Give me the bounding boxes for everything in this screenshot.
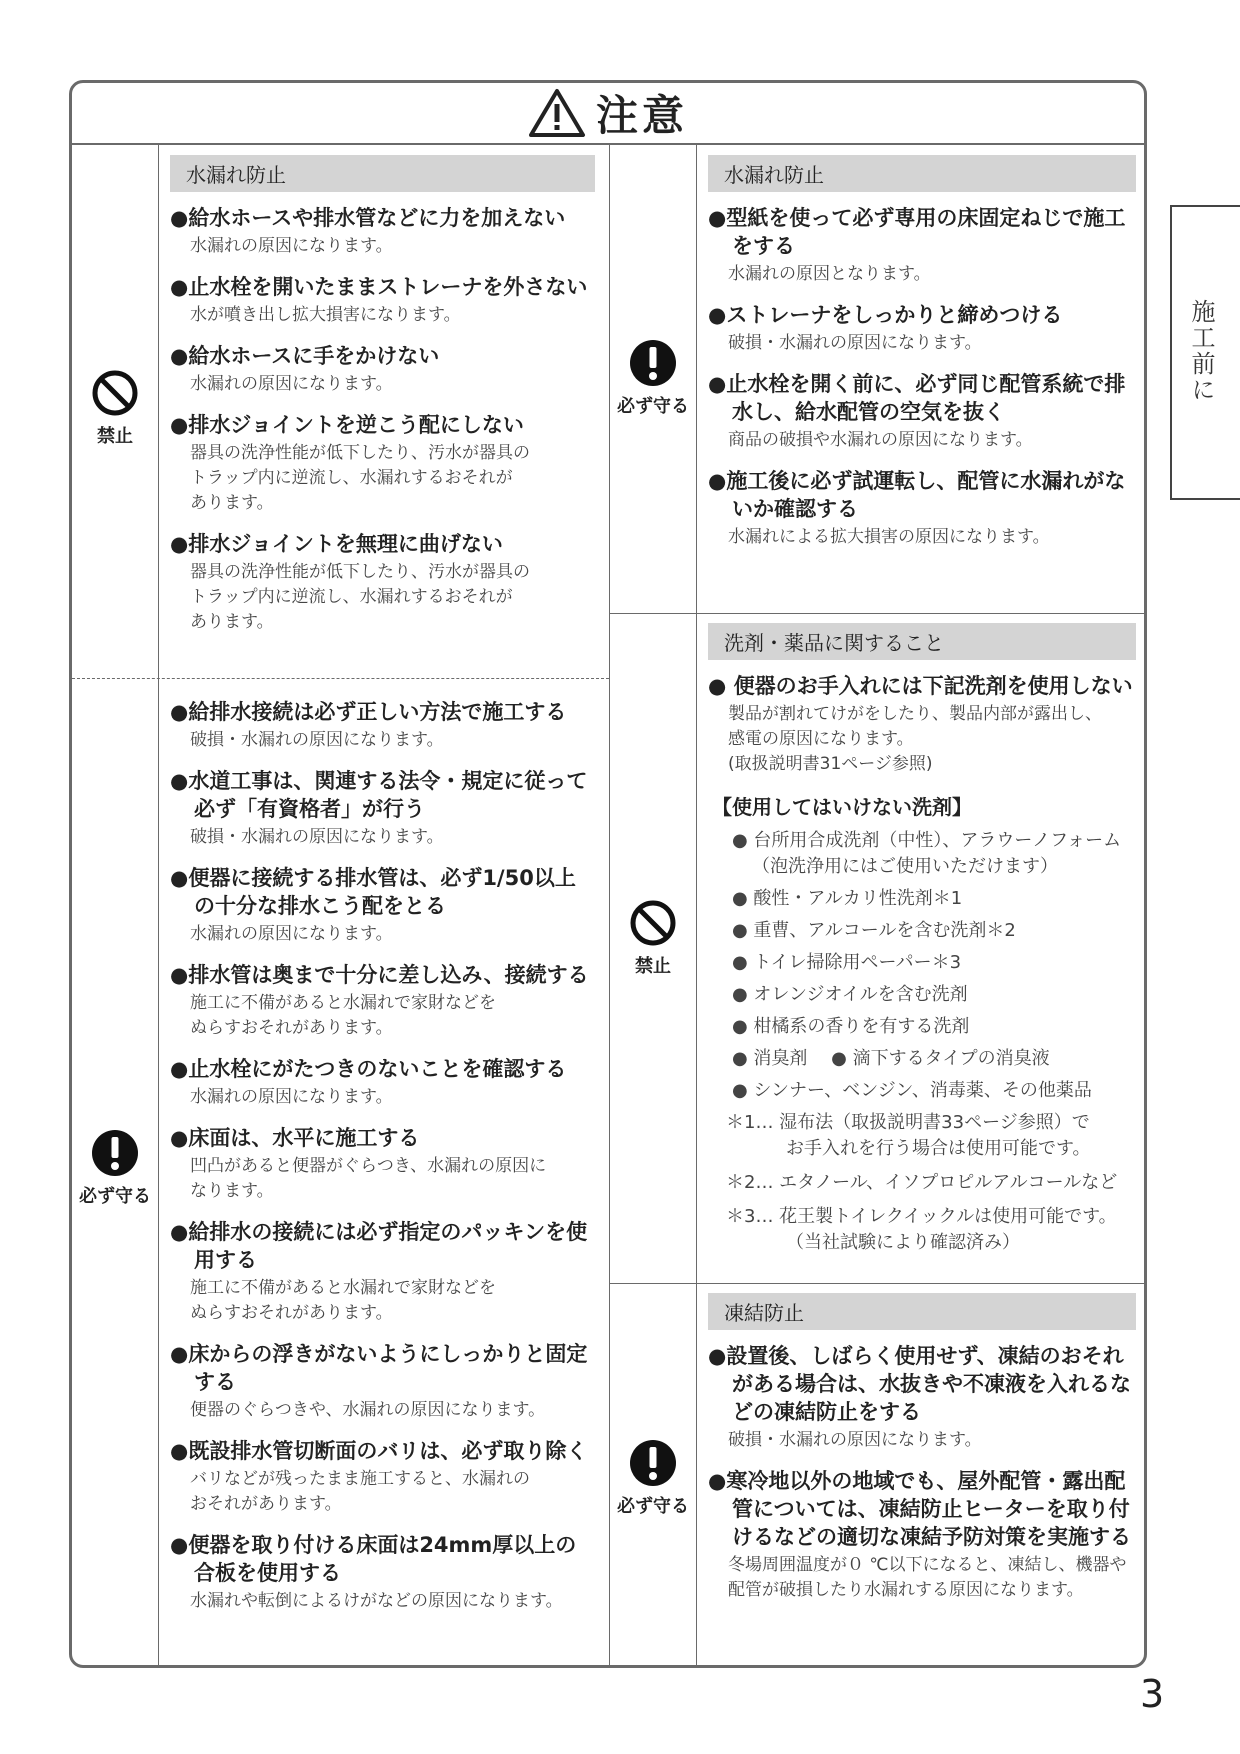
item-title: ●水道工事は、関連する法令・規定に従って必ず「有資格者」が行う xyxy=(170,769,588,821)
section-heading: 水漏れ防止 xyxy=(708,155,1136,192)
must-label: 必ず守る xyxy=(617,396,689,417)
caution-item xyxy=(170,273,595,328)
caution-box xyxy=(69,80,1147,1668)
item-desc: 破損・水漏れの原因になります。 xyxy=(728,333,982,353)
item-title: ●止水栓を開く前に、必ず同じ配管系統で排水し、給水配管の空気を抜く xyxy=(708,372,1126,424)
detergent-item: ● シンナー、ベンジン、消毒薬、その他薬品 xyxy=(732,1080,1092,1101)
item-desc: 破損・水漏れの原因になります。 xyxy=(190,827,444,847)
must-symbol xyxy=(72,1128,158,1208)
section-heading: 水漏れ防止 xyxy=(170,155,595,192)
item-desc: 施工に不備があると水漏れで家財などを ぬらすおそれがあります。 xyxy=(190,993,496,1038)
caution-item xyxy=(170,864,595,947)
detergent-item: ● オレンジオイルを含む洗剤 xyxy=(732,984,968,1005)
exclamation-icon xyxy=(628,1438,678,1488)
caution-item xyxy=(708,370,1136,453)
item-desc: 商品の破損や水漏れの原因になります。 xyxy=(728,430,1033,450)
item-title: ●既設排水管切断面のバリは、必ず取り除く xyxy=(170,1439,588,1463)
column-divider xyxy=(696,145,697,1668)
item-desc: 破損・水漏れの原因になります。 xyxy=(728,1430,982,1450)
warning-triangle-icon xyxy=(528,88,586,138)
item-desc: 破損・水漏れの原因になります。 xyxy=(190,730,444,750)
item-desc: 水漏れや転倒によるけがなどの原因になります。 xyxy=(190,1591,563,1611)
exclamation-icon xyxy=(628,338,678,388)
must-label: 必ず守る xyxy=(617,1496,689,1517)
item-desc: バリなどが残ったまま施工すると、水漏れの おそれがあります。 xyxy=(190,1469,530,1514)
item-title: ●設置後、しばらく使用せず、凍結のおそれがある場合は、水抜きや不凍液を入れるなどの凍結防止をする xyxy=(708,1344,1131,1424)
caution-item xyxy=(170,1531,595,1614)
item-title: ●給排水の接続には必ず指定のパッキンを使用する xyxy=(170,1220,588,1272)
item-title: ●施工後に必ず試運転し、配管に水漏れがないか確認する xyxy=(708,469,1126,521)
item-title: ●給排水接続は必ず正しい方法で施工する xyxy=(170,700,567,724)
caution-item xyxy=(170,204,595,259)
item-desc: 冬場周囲温度が０ ℃以下になると、凍結し、機器や 配管が破損したり水漏れする原因になります。 xyxy=(728,1555,1127,1600)
right-middle-section xyxy=(708,623,1136,1264)
item-title: ●排水ジョイントを無理に曲げない xyxy=(170,532,503,556)
item-desc: 水漏れの原因になります。 xyxy=(190,924,393,944)
detergent-item: ● トイレ掃除用ペーパー＊3 xyxy=(732,952,962,973)
must-label: 必ず守る xyxy=(79,1186,151,1207)
caution-item xyxy=(708,301,1136,356)
item-title: ●止水栓を開いたままストレーナを外さない xyxy=(170,275,588,299)
item-title: ●便器を取り付ける床面は24mm厚以上の合板を使用する xyxy=(170,1533,577,1585)
item-title: ●床からの浮きがないようにしっかりと固定する xyxy=(170,1342,588,1394)
section-divider xyxy=(72,678,609,679)
footnote: ＊3… 花王製トイレクイックルは使用可能です。 （当社試験により確認済み） xyxy=(726,1206,1117,1253)
chapter-tab xyxy=(1170,205,1240,500)
forbidden-detergents-heading: 【使用してはいけない洗剤】 xyxy=(712,795,972,819)
item-title: ●排水管は奥まで十分に差し込み、接続する xyxy=(170,963,589,987)
must-symbol xyxy=(610,1438,696,1518)
item-desc: 便器のぐらつきや、水漏れの原因になります。 xyxy=(190,1400,546,1420)
item-title: ●止水栓にがたつきのないことを確認する xyxy=(170,1057,567,1081)
item-title: ●床面は、水平に施工する xyxy=(170,1126,420,1150)
prohibit-label: 禁止 xyxy=(97,426,133,447)
caution-item xyxy=(170,411,595,516)
item-title: ●型紙を使って必ず専用の床固定ねじで施工をする xyxy=(708,206,1126,258)
item-desc: 水漏れによる拡大損害の原因になります。 xyxy=(728,527,1050,547)
caution-item xyxy=(170,767,595,850)
item-title: ●給水ホースや排水管などに力を加えない xyxy=(170,206,566,230)
section-divider xyxy=(609,1283,1147,1284)
item-title: ●給水ホースに手をかけない xyxy=(170,344,440,368)
caution-item xyxy=(170,342,595,397)
item-desc: 水漏れの原因になります。 xyxy=(190,1087,393,1107)
column-divider xyxy=(158,145,159,1668)
detergent-item: ● 柑橘系の香りを有する洗剤 xyxy=(732,1016,970,1037)
item-desc: 施工に不備があると水漏れで家財などを ぬらすおそれがあります。 xyxy=(190,1278,496,1323)
left-bottom-section xyxy=(170,698,595,1628)
caution-header xyxy=(72,83,1144,145)
caution-item xyxy=(170,530,595,635)
section-divider xyxy=(609,613,1147,614)
caution-item xyxy=(170,1340,595,1423)
item-desc: 器具の洗浄性能が低下したり、汚水が器具の トラップ内に逆流し、水漏れするおそれが あります。 xyxy=(190,562,530,632)
prohibit-icon xyxy=(628,898,678,948)
item-desc: 水が噴き出し拡大損害になります。 xyxy=(190,305,461,325)
detergent-item: ● 消臭剤 ● 滴下するタイプの消臭液 xyxy=(732,1048,1050,1069)
caution-item xyxy=(170,1124,595,1204)
caution-item xyxy=(708,467,1136,550)
exclamation-icon xyxy=(90,1128,140,1178)
section-heading: 洗剤・薬品に関すること xyxy=(708,623,1136,660)
caution-item xyxy=(708,204,1136,287)
detergent-item: ● 台所用合成洗剤（中性）、アラウーノフォーム （泡洗浄用にはご使用いただけます） xyxy=(732,830,1122,877)
caution-item xyxy=(170,961,595,1041)
prohibit-symbol xyxy=(72,368,158,448)
page-number: 3 xyxy=(1140,1672,1165,1716)
item-desc: 器具の洗浄性能が低下したり、汚水が器具の トラップ内に逆流し、水漏れするおそれが あります。 xyxy=(190,443,530,513)
caution-item xyxy=(170,1218,595,1326)
item-title: ● 便器のお手入れには下記洗剤を使用しない xyxy=(708,674,1133,698)
prohibit-symbol xyxy=(610,898,696,978)
caution-item xyxy=(708,1342,1136,1453)
right-top-section xyxy=(708,155,1136,564)
item-desc: 製品が割れてけがをしたり、製品内部が露出し、 感電の原因になります。 (取扱説明書31ページ参照) xyxy=(728,704,1102,774)
must-symbol xyxy=(610,338,696,418)
chapter-tab-label: 施工前に xyxy=(1187,299,1215,403)
item-desc: 水漏れの原因となります。 xyxy=(728,264,931,284)
detergent-item: ● 重曹、アルコールを含む洗剤＊2 xyxy=(732,920,1016,941)
item-desc: 水漏れの原因になります。 xyxy=(190,236,393,256)
footnote: ＊2… エタノール、イソプロピルアルコールなど xyxy=(726,1172,1118,1193)
caution-item xyxy=(708,672,1136,777)
detergent-item: ● 酸性・アルカリ性洗剤＊1 xyxy=(732,888,963,909)
item-title: ●便器に接続する排水管は、必ず1/50以上の十分な排水こう配をとる xyxy=(170,866,576,918)
caution-item xyxy=(708,1467,1136,1603)
item-title: ●ストレーナをしっかりと締めつける xyxy=(708,303,1063,327)
right-bottom-section xyxy=(708,1293,1136,1617)
item-title: ●寒冷地以外の地域でも、屋外配管・露出配管については、凍結防止ヒーターを取り付けるなどの適切な凍結予防対策を実施する xyxy=(708,1469,1131,1549)
caution-item xyxy=(170,1437,595,1517)
caution-title: 注意 xyxy=(595,91,688,140)
left-top-section xyxy=(170,155,595,649)
caution-item xyxy=(170,1055,595,1110)
prohibit-label: 禁止 xyxy=(635,956,671,977)
caution-item xyxy=(170,698,595,753)
item-desc: 凹凸があると便器がぐらつき、水漏れの原因に なります。 xyxy=(190,1156,547,1201)
footnote: ＊1… 湿布法（取扱説明書33ページ参照）で お手入れを行う場合は使用可能です。 xyxy=(726,1112,1091,1159)
section-heading: 凍結防止 xyxy=(708,1293,1136,1330)
item-title: ●排水ジョイントを逆こう配にしない xyxy=(170,413,524,437)
prohibit-icon xyxy=(90,368,140,418)
item-desc: 水漏れの原因になります。 xyxy=(190,374,393,394)
